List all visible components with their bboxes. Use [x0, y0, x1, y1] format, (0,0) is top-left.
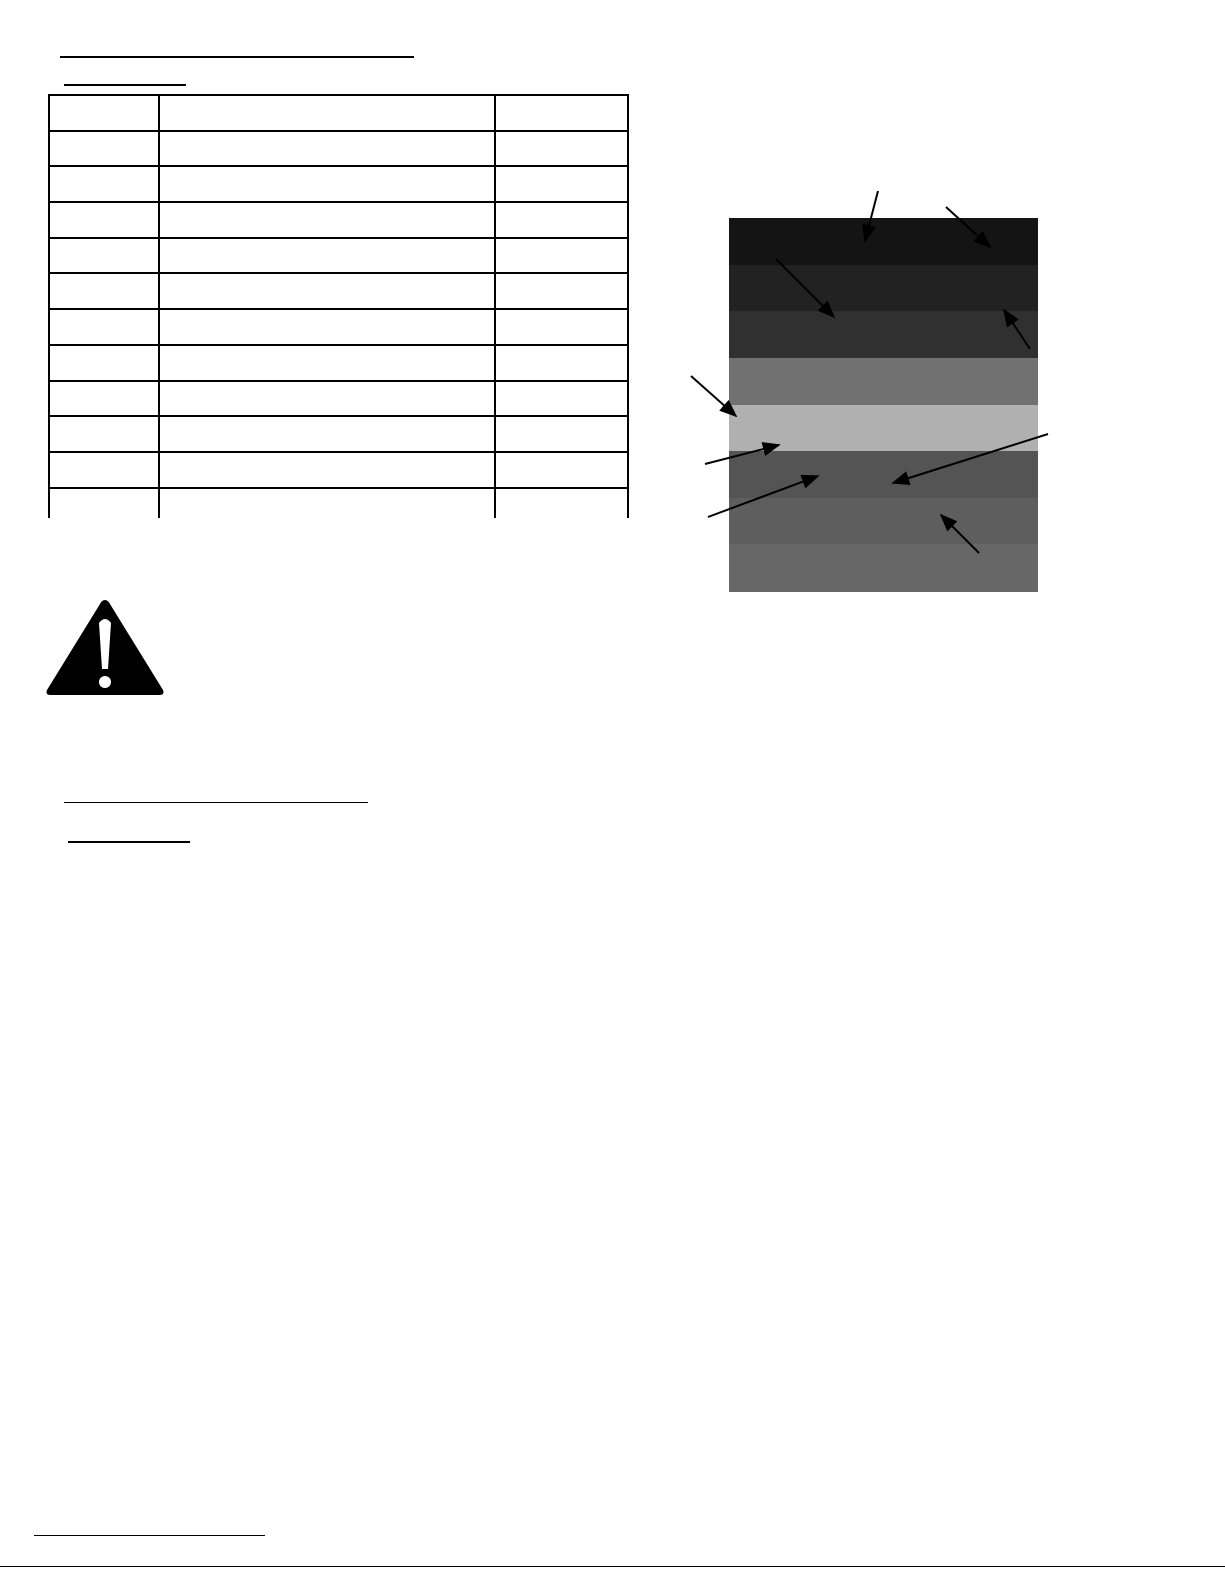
table-cell	[49, 309, 159, 345]
page-bottom-rule	[0, 1566, 1225, 1567]
table-row	[49, 202, 628, 238]
table-cell	[159, 345, 495, 381]
table-cell	[495, 273, 628, 309]
table-cell	[159, 416, 495, 452]
table-cell	[495, 238, 628, 274]
footnote-rule	[34, 1535, 265, 1536]
table-row	[49, 95, 628, 131]
table-row	[49, 416, 628, 452]
table-cell	[495, 131, 628, 167]
table-row	[49, 452, 628, 488]
table-cell	[49, 345, 159, 381]
diagram-layer	[729, 405, 1038, 452]
table-cell	[495, 452, 628, 488]
table-cell	[159, 131, 495, 167]
subheading-rule-2	[68, 841, 190, 843]
table-cell	[49, 452, 159, 488]
table-cell	[49, 95, 159, 131]
table-cell	[495, 381, 628, 417]
table-row	[49, 488, 628, 518]
table-cell	[495, 416, 628, 452]
table-cell	[49, 131, 159, 167]
table-cell	[495, 345, 628, 381]
table-cell	[49, 416, 159, 452]
table-cell	[159, 166, 495, 202]
table-cell	[159, 452, 495, 488]
table-cell	[495, 202, 628, 238]
diagram-layer	[729, 544, 1038, 591]
table-cell	[159, 381, 495, 417]
layer-diagram	[729, 218, 1038, 591]
table-cell	[49, 202, 159, 238]
table-cell	[159, 273, 495, 309]
parts-table	[48, 94, 629, 518]
diagram-layer	[729, 265, 1038, 312]
table-cell	[495, 166, 628, 202]
table-cell	[49, 273, 159, 309]
table-cell	[159, 238, 495, 274]
table-cell	[49, 238, 159, 274]
section-heading-rule-2	[64, 802, 368, 803]
table-row	[49, 273, 628, 309]
table-cell	[159, 202, 495, 238]
table-cell	[495, 488, 628, 518]
warning-triangle-icon	[44, 597, 166, 697]
table-cell	[49, 166, 159, 202]
table-cell	[495, 309, 628, 345]
diagram-layer	[729, 218, 1038, 265]
table-row	[49, 381, 628, 417]
table-cell	[159, 488, 495, 518]
diagram-layer	[729, 358, 1038, 405]
section-heading-rule	[60, 56, 414, 58]
table-cell	[159, 95, 495, 131]
subheading-rule	[64, 84, 186, 86]
table-cell	[159, 309, 495, 345]
table-row	[49, 131, 628, 167]
diagram-layer	[729, 498, 1038, 545]
table-cell	[495, 95, 628, 131]
table-row	[49, 345, 628, 381]
diagram-layer	[729, 311, 1038, 358]
table-row	[49, 309, 628, 345]
table-row	[49, 166, 628, 202]
diagram-layer	[729, 451, 1038, 498]
table-row	[49, 238, 628, 274]
table-cell	[49, 381, 159, 417]
table-cell	[49, 488, 159, 518]
